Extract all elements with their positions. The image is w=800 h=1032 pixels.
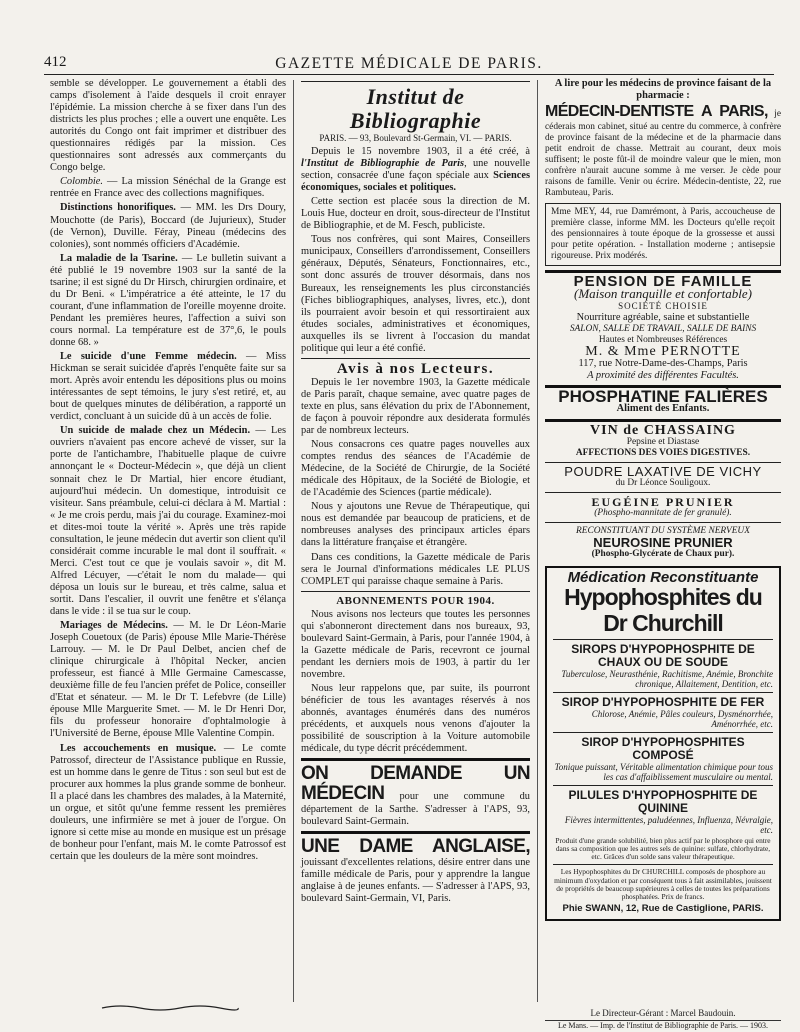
neurosine-sub: (Phospho-Glycérate de Chaux pur). (591, 548, 735, 559)
abonnements-title: ABONNEMENTS POUR 1904. (336, 594, 495, 607)
divider (553, 785, 773, 786)
pension-title: PENSION DE FAMILLE (573, 273, 753, 291)
divider (553, 864, 773, 865)
neurosine-line: RECONSTITUANT DU SYSTÈME NERVEUX (576, 525, 750, 536)
product-note: Produit d'une grande solubilité, bien plus actif par le phosphore qui entre dans sa composition que les autres sels de quinine: sulfate, chlorhydrate, etc. Grâces d'un solde sans valeur thérapeutique. (555, 835, 771, 862)
pharmacy-address: Phie SWANN, 12, Rue de Castiglione, PARIS. (562, 903, 764, 915)
column-divider (537, 80, 538, 1002)
paragraph: Depuis le 15 novembre 1903, il a été créé, à l'Institut de Bibliographie de Paris, une nouvelle section, consacrée d'une façon spéciale aux Sciences économiques, sociales et politiques. (301, 146, 530, 194)
poudre-sub: du Dr Léonce Souligoux. (615, 477, 711, 488)
journal-title: GAZETTE MÉDICALE DE PARIS. (275, 55, 543, 72)
vin-line: Pepsine et Diastase (626, 436, 700, 447)
pension-line: SALON, SALLE DE TRAVAIL, SALLE DE BAINS (569, 324, 757, 335)
pension-proximity: A proximité des différentes Facultés. (587, 370, 739, 382)
churchill-ad (545, 566, 781, 922)
divider (545, 419, 781, 422)
churchill-title: Hypophosphites du Dr Churchill (564, 583, 762, 636)
pension-line: SOCIÉTÉ CHOISIE (618, 301, 708, 312)
pension-line: Nourriture agréable, saine et substantielle (576, 312, 750, 324)
vin-title: VIN de CHASSAING (590, 422, 736, 438)
column-institut (301, 78, 530, 908)
paragraph: Nous consacrons ces quatre pages nouvelles aux comptes rendus des séances de l'Académie de Médecine, de la Société de Chirurgie, de la Société médicale des Hôpitaux, de la Société de Biologie, et de l'Académie des Sciences (partie médicale). (301, 439, 530, 499)
paragraph: Depuis le 1er novembre 1903, la Gazette médicale de Paris paraît, chaque semaine, avec quatre pages de texte en plus, sans élévation du prix de l'Abonnement, de façon à pouvoir répondre aux desiderata formulés par de nombreux lecteurs. (301, 376, 530, 437)
classified-ad: UNE DAME ANGLAISE, jouissant d'excellentes relations, désire entrer dans une famille médicale de Paris, pour y apprendre la langue anglaise à de jeunes enfants. — S'adresser à l'APS, 93, boulevard Saint-Germain, VI, Paris. (301, 836, 530, 905)
news-item: La maladie de la Tsarine. — Le bulletin suivant a été publié le 19 novembre 1903 sur la santé de la tsarine; il est signé du Dr Hirsch, chirurgien ordinaire, et du Dr Beni. « L'impératrice a été atteinte, le 17 du courant, d'une inflammation de l'oreille moyenne droite. Pendant les premières heures, l'affection a suivi son cours normal. La température est de 37°,6, le pouls donne 68. » (50, 252, 286, 348)
neurosine-title: NEUROSINE PRUNIER (593, 534, 733, 550)
product-note: Les Hypophosphites du Dr CHURCHILL composés de phosphore au minimum d'oxydation et par conséquent tous à fait assimilables, jouissent de propriétés de beaucoup supérieures à celles de toutes les préparations phosphatées. Prix de francs. (554, 867, 772, 901)
divider (301, 831, 530, 834)
pension-line: Hautes et Nombreuses Références (598, 335, 728, 346)
divider (545, 522, 781, 523)
product-name: SIROP D'HYPOPHOSPHITE DE FER (561, 694, 765, 709)
dentiste-ad: MÉDECIN-DENTISTE A PARIS, je céderais mon cabinet, situé au centre du commerce, à confrère de province faisant de la médecine et de la pharmacie dans petit endroit de chasse. Mettrait au courant, deux mois suffisent; le poste fût-il de moindre valeur que le mien, mon confrère n'aurait aucune somme à me verser. Je cède pour raisons de famille. Venir ou écrire. Médecin-dentiste, 22, rue Rambuteau, Paris. (545, 103, 781, 199)
institut-title: Institut de Bibliographie (349, 84, 482, 133)
news-item: Colombie. — La mission Sénéchal de la Grange est rentrée en France avec des collections magnifiques. (50, 176, 286, 200)
divider (553, 639, 773, 640)
poudre-title: POUDRE LAXATIVE DE VICHY (564, 463, 762, 479)
paragraph: semble se développer. Le gouvernement a établi des camps d'isolement à l'aide desquels il croit enrayer l'épidémie. La mission cherche à se fixer dans l'un des districts les plus proches ; elle a ouvert une enquête. Les autorités du Congo ont fait imprimer et distribuer des questionnaires rédigés par la mission. Ces questionnaires sont adressés aux commerçants du Congo belge. (50, 78, 286, 174)
phosphatine-title: PHOSPHATINE FALIÈRES (558, 387, 768, 407)
ad-heading: A lire pour les médecins de province faisant de la pharmacie : (554, 78, 772, 102)
divider (301, 81, 530, 82)
news-item: Mariages de Médecins. — M. le Dr Léon-Marie Joseph Couetoux (de Paris) épouse Mlle Marie-Thérèse Larrouy. — M. le Dr Paul Delbet, ancien chef de clinique chirurgicale à l'hôpital Necker, ancien professeur, est fiancé à Mlle Germaine Camescasse, deuxième fille de feu l'ancien préfet de Police, conseiller d'Etat et sénateur. — M. le Dr T. Lefebvre (de Lille) épouse Mlle Marguerite Smet. — M. le Dr Henri Dor, fils du professeur honoraire d'ophtalmologie à l'Université de Berne, épouse Mlle Valentine Compin. (50, 620, 286, 740)
column-divider (293, 80, 294, 1002)
news-item: Le suicide d'une Femme médecin. — Miss Hickman se serait suicidée d'après l'enquête faite sur sa mort. Après avoir entendu les dépositions plus ou moins intéressantes de sept témoins, le jury s'est retiré, et, au bout de quelques minutes de délibération, a rapporté un verdict, concluant à un suicide dû à un accès de folie. (50, 351, 286, 423)
phosphatine-sub: Aliment des Enfants. (616, 403, 710, 415)
pension-name: M. & Mme PERNOTTE (585, 344, 741, 360)
product-name: SIROPS D'HYPOPHOSPHITE DE CHAUX OU DE SOUDE (571, 641, 755, 669)
product-description: Tonique puissant, Véritable alimentation chimique pour tous les cas d'affaiblissement musculaire ou mental. (554, 761, 773, 782)
avis-title: Avis à nos Lecteurs. (336, 360, 495, 377)
divider (553, 692, 773, 693)
divider (301, 358, 530, 359)
page-header (44, 52, 774, 75)
column-news (50, 78, 286, 865)
product-description: Fièvres intermittentes, paludéennes, Influenza, Névralgie, etc. (564, 814, 773, 835)
paragraph: Nous leur rappelons que, par suite, ils pourront bénéficier de tous les avantages réservés à nos abonnés, avantages énumérés dans des numéros précédents, et auxquels nous venons d'ajouter la possibilité de souscription à la Voiture automobile médicale, du type décrit précédemment. (301, 682, 530, 755)
paragraph: Cette section est placée sous la direction de M. Louis Hue, docteur en droit, sous-directeur de l'Institut de Bibliographie, et de M. Fesch, publiciste. (301, 196, 530, 232)
paragraph: Nous avisons nos lecteurs que toutes les personnes qui s'abonneront directement dans nos bureaux, 93, boulevard Saint-Germain, à Paris, pour l'année 1904, à la Gazette médicale de Paris, recevront ce journal pendant les derniers mois de 1903, à partir du 1er novembre. (301, 608, 530, 680)
product-description: Chlorose, Anémie, Pâles couleurs, Dysménorrhée, Aménorrhée, etc. (591, 708, 773, 729)
imprint-line: Le Mans. — Imp. de l'Institut de Bibliographie de Paris. — 1903. (545, 1020, 781, 1030)
divider (553, 732, 773, 733)
product-description: Tuberculose, Neurasthénie, Rachitisme, Anémie, Bronchite chronique, Allaitement, Dentition, etc. (561, 668, 773, 689)
product-name: SIROP D'HYPOPHOSPHITES COMPOSÉ (581, 734, 745, 762)
paragraph: Nous y ajoutons une Revue de Thérapeutique, qui nous est demandée par beaucoup de praticiens, et de nombreuses analyses des principaux articles épars dans la littérature française et étrangère. (301, 501, 530, 549)
divider (545, 462, 781, 463)
eugeine-title: EUGÉINE PRUNIER (591, 494, 735, 509)
divider (301, 591, 530, 592)
news-item: Les accouchements en musique. — Le comte Patrossof, directeur de l'Assistance publique en Russie, est un homme dans le genre de Titus : son seul but est de procurer aux hommes la plus grande somme de bonheur. Il a placé dans les chambres des malades, à la Maternité, un orgue, et sitôt qu'une femme ressent les premières douleurs, une infirmière se met à jouer de l'orgue. On ignore si cette mise au monde en musique est un présage de bonheur pour l'enfant, mais M. le comte Patrossof est certain que les douleurs de la mère sont moindres. (50, 742, 286, 862)
end-ornament (100, 1004, 240, 1012)
paragraph: Dans ces conditions, la Gazette médicale de Paris sera le Journal d'informations médicales LE PLUS COMPLET qui paraisse chaque semaine à Paris. (301, 551, 530, 587)
news-item: Distinctions honorifiques. — MM. les Drs Doury, Mouchotte (de Paris), Boccard (de Jujurieux), Studer (de Vernon), Duville. Féray, Pineau (médecins des colonies), sont nommés officiers d'Académie. (50, 202, 286, 250)
divider (301, 758, 530, 761)
mey-ad: Mme MEY, 44, rue Damrémont, à Paris, accoucheuse de première classe, informe MM. les Docteurs qu'elle reçoit des pensionnaires à toute époque de la grossesse et aussi pour petite opération. - Installation moderne ; antisepsie rigoureuse. Prix modérés. (545, 203, 781, 266)
product-name: PILULES D'HYPOPHOSPHITE DE QUININE (568, 787, 758, 815)
divider (545, 492, 781, 493)
column-ads (545, 78, 781, 921)
churchill-heading: Médication Reconstituante (567, 568, 759, 586)
pension-address: 117, rue Notre-Dame-des-Champs, Paris (578, 358, 748, 370)
news-item: Un suicide de malade chez un Médecin. — Les ouvriers n'avaient pas encore achevé de visser, sur la porte de l'antichambre, l'habituelle plaque de cuivre annonçant le « Docteur-Médecin », que déjà un client sonnait chez le Dr Martial, hier encore étudiant, aujourd'hui médecin. Un domestique, introduisit ce visiteur. Sans préambule, celui-ci déclara à M. Martial : « Je me crois perdu, mais j'ai du courage. Examinez-moi et dites-moi toute la vérité ». Après une très rapide consultation, le jeune médecin dut avertir son client qu'il considérait comme incurable le mal dont il souffrait. « Merci. C'est tout ce que je voulais savoir », dit M. Alfred Lécuyer, —c'était le nom du malade— qui déposa un louis sur le bureau, et très calme, salua et sortit. Dans l'escalier, il ouvrit une fenêtre et s'élança dans le vide : il se tua sur le coup. (50, 425, 286, 618)
paragraph: Tous nos confrères, qui sont Maires, Conseillers municipaux, Conseillers d'arrondissement, Conseillers généraux, Députés, Sénateurs, Fonctionnaires, etc., sont donc assurés de trouver désormais, dans nos Bureaux, les renseignements les plus circonstanciés (Fiches bibliographiques, analyses, livres, etc.), dont ils pourraient avoir besoin et qui ressortiraient aux études sociales, administratives et économiques, auxquelles ils se livrent à l'occasion du mandat politique qui leur a été confié. (301, 234, 530, 354)
director-line: Le Directeur-Gérant : Marcel Baudouin. (590, 1008, 736, 1018)
page-number: 412 (44, 54, 67, 70)
classified-ad: ON DEMANDE UN MÉDECIN pour une commune du département de la Sarthe. S'adresser à l'APS, 93, boulevard Saint-Germain. (301, 763, 530, 828)
pension-subtitle: (Maison tranquille et confortable) (573, 286, 752, 302)
vin-line: AFFECTIONS DES VOIES DIGESTIVES. (575, 447, 751, 458)
eugeine-sub: (Phospho-mannitate de fer granulé). (594, 507, 732, 518)
institut-address: PARIS. — 93, Boulevard St-Germain, VI. — PARIS. (319, 133, 512, 143)
